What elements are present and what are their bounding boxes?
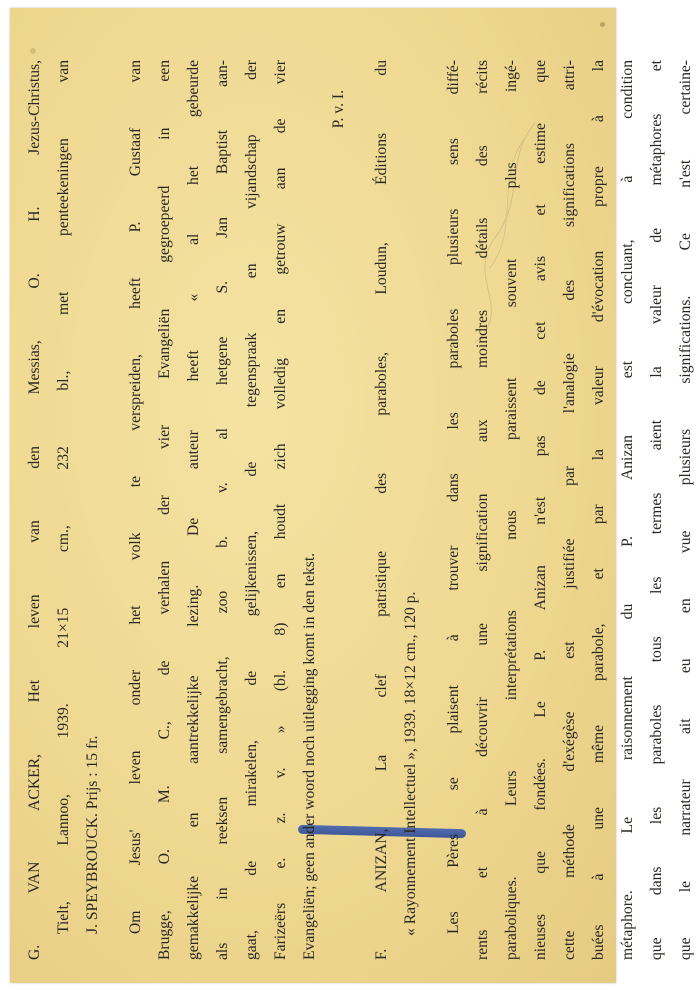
review1-header-line-1: G. VAN ACKER, Het leven van den Messias, O. H. Jezus-Christus, — [26, 60, 43, 960]
review2-body-line: nieuses que fondées. Le P. Anizan n'est pas de cet avis et estime que — [532, 60, 549, 960]
review2-body-line: cette méthode d'exégèse est justifiée par l'analogie des significations attri- — [561, 60, 578, 960]
review2-body-line: que le narrateur ait eu en vue plusieurs significations. Ce n'est certaine- — [677, 60, 694, 960]
review1-body-line: Evangeliën; geen ander woord noch uitlegging komt in den tekst. — [301, 552, 318, 960]
review2-body-line: que dans les paraboles tous les termes aient la valeur de métaphores et — [648, 60, 665, 960]
review1-body-line: Brugge, O. M. C., de verhalen der vier Evangeliën gegroepeerd in een — [156, 60, 173, 960]
review1-body-line: gemakkelijke en aantrekkelijke lezing. De auteur heeft « al het gebeurde — [185, 60, 202, 960]
review2-body-line: buées à une même parabole, et par la valeur d'évocation propre à la — [590, 60, 607, 960]
review-van-acker — [20, 60, 353, 960]
rotated-text-block — [20, 60, 700, 960]
review2-body-line: rents et à découvrir une signification aux moindres détails des récits — [474, 60, 491, 960]
paper-stain — [600, 22, 605, 27]
review-anizan — [367, 60, 700, 960]
review1-header-line-2: Tielt, Lannoo, 1939. 21×15 cm., 232 bl., met penteekeningen van — [55, 60, 72, 934]
review1-body-line: gaat, de mirakelen, de gelijkenissen, de tegenspraak en vijandschap der — [243, 60, 260, 960]
review2-body-line: paraboliques. Leurs interprétations nous paraissent souvent plus ingé- — [503, 60, 520, 960]
review2-body-line: métaphore. Le raisonnement du P. Anizan est concluant, à condition — [619, 60, 636, 960]
review2-header-line-1: F. ANIZAN, La clef patristique des paraboles, Loudun, Éditions du — [373, 60, 390, 960]
review1-body-line: Farizeërs e. z. v. » (bl. 8) en houdt zich volledig en getrouw aan de vier — [272, 60, 289, 960]
review2-body-line: Les Pères se plaisent à trouver dans les paraboles plusieurs sens diffé- — [445, 60, 462, 934]
review1-signature: P. v. I. — [330, 90, 347, 129]
review2-header-line-2: « Rayonnement Intellectuel », 1939. 18×12 cm., 120 p. — [402, 591, 419, 936]
review1-body-line: als in reeksen samengebracht, zoo b. v. al hetgene S. Jan Baptist aan- — [214, 60, 231, 960]
paper-stain — [30, 48, 36, 54]
review1-header-line-3: J. SPEYBROUCK. Prijs : 15 fr. — [84, 735, 101, 934]
review1-body-line: Om Jesus' leven onder het volk te verspreiden, heeft P. Gustaaf van — [127, 60, 144, 934]
